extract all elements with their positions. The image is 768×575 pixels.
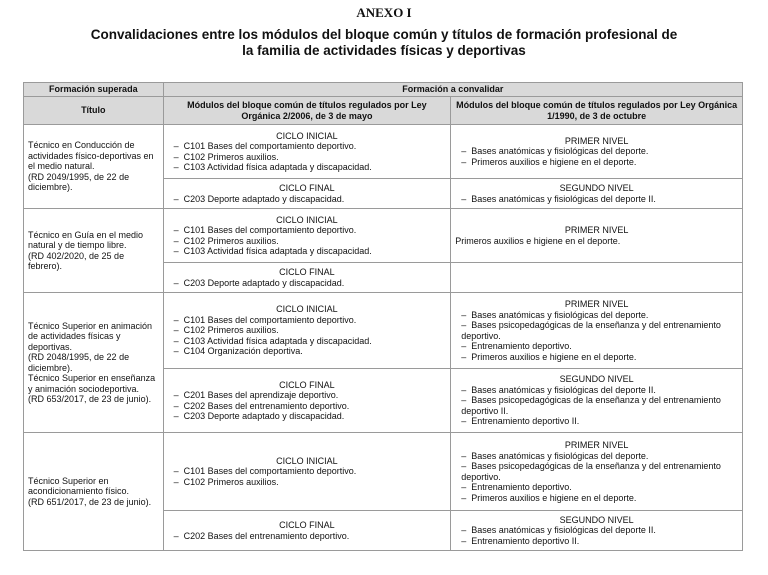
title-line: (RD 2049/1995, de 22 de diciembre). bbox=[28, 171, 130, 193]
ciclo-final-cell bbox=[163, 511, 451, 551]
segundo-nivel-item: – Bases psicopedagógicas de la enseñanza y del entrenamiento deportivo II. bbox=[455, 395, 738, 416]
ciclo-final-item: – C203 Deporte adaptado y discapacidad. bbox=[168, 194, 447, 205]
ciclo-final-cell bbox=[163, 369, 451, 433]
primer-nivel-level: PRIMER NIVEL bbox=[564, 135, 629, 146]
title-cell bbox=[24, 125, 164, 209]
table-row bbox=[24, 433, 743, 511]
primer-nivel-item: – Bases anatómicas y fisiológicas del deporte. bbox=[455, 451, 738, 462]
ciclo-inicial-cell bbox=[163, 125, 451, 179]
ciclo-final-cell bbox=[163, 263, 451, 293]
primer-nivel-cell bbox=[451, 293, 743, 369]
primer-nivel-item: – Entrenamiento deportivo. bbox=[455, 341, 738, 352]
ciclo-final-item: – C202 Bases del entrenamiento deportivo. bbox=[168, 401, 447, 412]
ciclo-inicial-item: – C104 Organización deportiva. bbox=[168, 346, 447, 357]
primer-nivel-level: PRIMER NIVEL bbox=[564, 440, 629, 450]
ciclo-final-item: – C203 Deporte adaptado y discapacidad. bbox=[168, 278, 447, 289]
title-line-1: Convalidaciones entre los módulos del bloque común y títulos de formación profesional de bbox=[90, 27, 678, 42]
primer-nivel-cell bbox=[451, 125, 743, 179]
title-cell bbox=[24, 433, 164, 551]
title-cell bbox=[24, 293, 164, 433]
primer-nivel-item: – Bases anatómicas y fisiológicas del deporte. bbox=[455, 146, 738, 157]
segundo-nivel-item: – Entrenamiento deportivo II. bbox=[455, 536, 738, 547]
title-cell bbox=[24, 209, 164, 293]
title-line-2: la familia de actividades físicas y deportivas bbox=[242, 43, 526, 58]
ciclo-inicial-item: – C101 Bases del comportamiento deportivo. bbox=[168, 225, 447, 236]
ciclo-final-level: CICLO FINAL bbox=[279, 379, 335, 390]
primer-nivel-item: – Entrenamiento deportivo. bbox=[455, 482, 738, 493]
ciclo-inicial-item: – C102 Primeros auxilios. bbox=[168, 325, 447, 336]
ciclo-inicial-level: CICLO INICIAL bbox=[276, 455, 338, 466]
table-row bbox=[24, 293, 743, 369]
ciclo-inicial-item: – C101 Bases del comportamiento deportivo. bbox=[168, 315, 447, 326]
title-line: (RD 653/2017, de 23 de junio). bbox=[28, 394, 152, 404]
segundo-nivel-cell bbox=[451, 511, 743, 551]
ciclo-inicial-cell bbox=[163, 293, 451, 369]
title-line: Técnico en Conducción de actividades físico-deportivas en el medio natural. bbox=[28, 140, 154, 172]
header-formacion-superada: Formación superada bbox=[24, 83, 164, 97]
primer-nivel-item: – Bases anatómicas y fisiológicas del deporte. bbox=[455, 310, 738, 321]
primer-nivel-item: – Bases psicopedagógicas de la enseñanza y del entrenamiento deportivo. bbox=[455, 320, 738, 341]
primer-nivel-level: PRIMER NIVEL bbox=[564, 299, 629, 309]
title-line: Técnico Superior en enseñanza y animación sociodeportiva. bbox=[28, 373, 156, 394]
ciclo-inicial-level: CICLO INICIAL bbox=[276, 130, 338, 141]
primer-nivel-level: PRIMER NIVEL bbox=[564, 225, 629, 235]
segundo-nivel-item: – Entrenamiento deportivo II. bbox=[455, 416, 738, 427]
ciclo-inicial-item: – C101 Bases del comportamiento deportivo. bbox=[168, 466, 447, 477]
title-line: (RD 651/2017, de 23 de junio). bbox=[28, 496, 152, 507]
annex-label: ANEXO I bbox=[356, 5, 412, 20]
title-line: Técnico Superior en animación de actividades físicas y deportivas. bbox=[28, 320, 153, 352]
header-col-2006: Módulos del bloque común de títulos regulados por Ley Orgánica 2/2006, de 3 de mayo bbox=[163, 97, 451, 125]
segundo-nivel-item: – Bases anatómicas y fisiológicas del deporte II. bbox=[455, 194, 738, 205]
title-line: Técnico en Guía en el medio natural y de tiempo libre. bbox=[28, 229, 144, 250]
ciclo-final-item: – C203 Deporte adaptado y discapacidad. bbox=[168, 411, 447, 422]
ciclo-final-level: CICLO FINAL bbox=[279, 183, 335, 193]
document-title bbox=[20, 27, 748, 59]
ciclo-inicial-level: CICLO INICIAL bbox=[276, 214, 338, 225]
primer-nivel-cell bbox=[451, 433, 743, 511]
table-body bbox=[24, 125, 743, 551]
ciclo-inicial-item: – C103 Actividad física adaptada y discapacidad. bbox=[168, 162, 447, 173]
ciclo-final-level: CICLO FINAL bbox=[279, 520, 335, 530]
ciclo-final-level: CICLO FINAL bbox=[279, 267, 335, 277]
segundo-nivel-cell bbox=[451, 179, 743, 209]
title-line: Técnico Superior en acondicionamiento físico. bbox=[28, 475, 130, 497]
segundo-nivel-level: SEGUNDO NIVEL bbox=[559, 374, 634, 385]
ciclo-inicial-item: – C102 Primeros auxilios. bbox=[168, 477, 447, 488]
header-col-1990: Módulos del bloque común de títulos regulados por Ley Orgánica 1/1990, de 3 de octubre bbox=[451, 97, 743, 125]
ciclo-inicial-item: – C103 Actividad física adaptada y discapacidad. bbox=[168, 246, 447, 257]
ciclo-final-item: – C201 Bases del aprendizaje deportivo. bbox=[168, 390, 447, 401]
primer-nivel-item: – Primeros auxilios e higiene en el deporte. bbox=[455, 493, 738, 504]
segundo-nivel-item: – Bases anatómicas y fisiológicas del deporte II. bbox=[455, 525, 738, 536]
ciclo-final-cell bbox=[163, 179, 451, 209]
title-line: (RD 2048/1995, de 22 de diciembre). bbox=[28, 352, 130, 373]
primer-nivel-item: – Bases psicopedagógicas de la enseñanza y del entrenamiento deportivo. bbox=[455, 461, 738, 482]
segundo-nivel-item: – Bases anatómicas y fisiológicas del deporte II. bbox=[455, 385, 738, 396]
table-row bbox=[24, 125, 743, 179]
ciclo-inicial-item: – C101 Bases del comportamiento deportivo. bbox=[168, 141, 447, 152]
primer-nivel-text: Primeros auxilios e higiene en el deporte. bbox=[455, 235, 621, 246]
segundo-nivel-level: SEGUNDO NIVEL bbox=[559, 183, 634, 193]
convalidation-table bbox=[23, 82, 743, 551]
ciclo-inicial-level: CICLO INICIAL bbox=[276, 304, 338, 315]
ciclo-inicial-item: – C102 Primeros auxilios. bbox=[168, 236, 447, 247]
ciclo-inicial-item: – C102 Primeros auxilios. bbox=[168, 152, 447, 163]
ciclo-inicial-cell bbox=[163, 209, 451, 263]
ciclo-inicial-item: – C103 Actividad física adaptada y discapacidad. bbox=[168, 336, 447, 347]
primer-nivel-item: – Primeros auxilios e higiene en el deporte. bbox=[455, 352, 738, 363]
segundo-nivel-cell bbox=[451, 263, 743, 293]
title-line: (RD 402/2020, de 25 de febrero). bbox=[28, 250, 125, 271]
primer-nivel-item: – Primeros auxilios e higiene en el deporte. bbox=[455, 157, 738, 168]
ciclo-inicial-cell bbox=[163, 433, 451, 511]
primer-nivel-cell bbox=[451, 209, 743, 263]
ciclo-final-item: – C202 Bases del entrenamiento deportivo. bbox=[168, 531, 447, 542]
segundo-nivel-cell bbox=[451, 369, 743, 433]
header-formacion-convalidar: Formación a convalidar bbox=[163, 83, 742, 97]
segundo-nivel-level: SEGUNDO NIVEL bbox=[559, 514, 634, 525]
header-titulo: Título bbox=[24, 97, 164, 125]
table-row bbox=[24, 209, 743, 263]
